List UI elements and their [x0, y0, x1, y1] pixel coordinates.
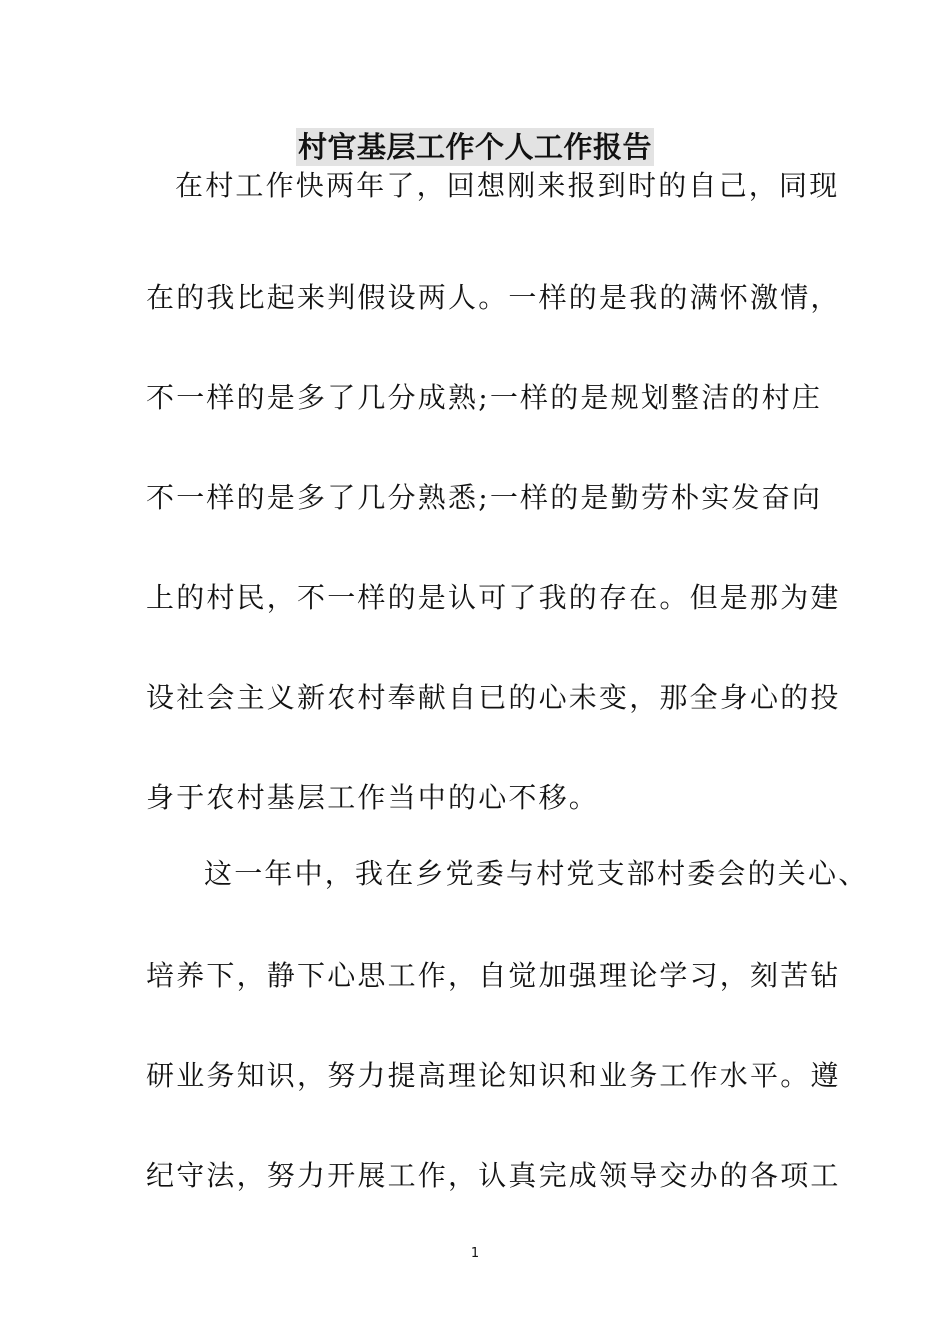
paragraph-line: 不一样的是多了几分熟悉;一样的是勤劳朴实发奋向 — [146, 481, 823, 514]
paragraph-line: 设社会主义新农村奉献自已的心未变，那全身心的投 — [146, 681, 841, 714]
title-container — [0, 128, 950, 166]
paragraph-line: 在的我比起来判假设两人。一样的是我的满怀激情， — [146, 281, 841, 314]
paragraph-line: 这一年中，我在乡党委与村党支部村委会的关心、 — [204, 857, 869, 890]
paragraph-line: 上的村民，不一样的是认可了我的存在。但是那为建 — [146, 581, 841, 614]
paragraph-line: 在村工作快两年了，回想刚来报到时的自己，同现 — [175, 169, 840, 202]
document-title: 村官基层工作个人工作报告 — [297, 130, 652, 164]
page-number: 1 — [470, 1246, 480, 1261]
paragraph-line: 培养下，静下心思工作，自觉加强理论学习，刻苦钻 — [146, 959, 841, 992]
paragraph-line: 纪守法，努力开展工作，认真完成领导交办的各项工 — [146, 1159, 841, 1192]
paragraph-line: 不一样的是多了几分成熟;一样的是规划整洁的村庄 — [146, 381, 823, 414]
paragraph-line: 研业务知识，努力提高理论知识和业务工作水平。遵 — [146, 1059, 841, 1092]
paragraph-line: 身于农村基层工作当中的心不移。 — [146, 781, 600, 814]
